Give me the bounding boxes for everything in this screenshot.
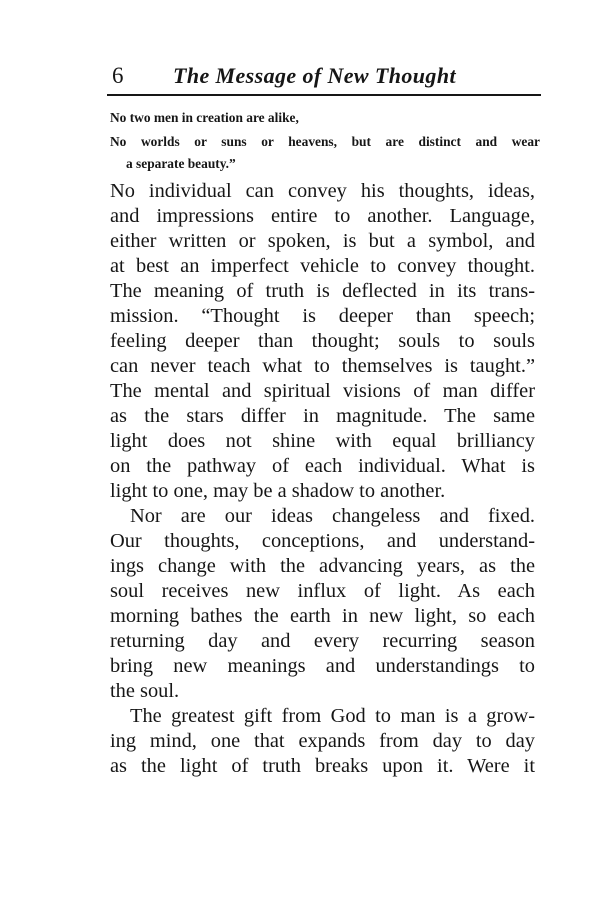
- text-line: as the light of truth breaks upon it. Were it: [110, 755, 535, 777]
- text-line: light does not shine with equal brilliancy: [110, 430, 535, 452]
- text-line: The greatest gift from God to man is a grow-: [130, 705, 535, 727]
- text-line: can never teach what to themselves is taught.”: [110, 355, 535, 377]
- quote-line: No worlds or suns or heavens, but are distinct and wear: [110, 134, 540, 149]
- text-line: bring new meanings and understandings to: [110, 655, 535, 677]
- text-line: light to one, may be a shadow to another.: [110, 480, 446, 502]
- text-line: morning bathes the earth in new light, so each: [110, 605, 535, 627]
- text-line: Our thoughts, conceptions, and understand-: [110, 530, 535, 552]
- quote-line: No two men in creation are alike,: [110, 110, 299, 125]
- text-line: at best an imperfect vehicle to convey thought.: [110, 255, 535, 277]
- quote-line: a separate beauty.”: [126, 156, 236, 171]
- running-title: The Message of New Thought: [173, 63, 456, 88]
- text-line: on the pathway of each individual. What is: [110, 455, 535, 477]
- text-line: either written or spoken, is but a symbol, and: [110, 230, 535, 252]
- text-line: returning day and every recurring season: [110, 630, 535, 652]
- text-line: Nor are our ideas changeless and fixed.: [130, 505, 535, 527]
- text-line: as the stars differ in magnitude. The same: [110, 405, 535, 427]
- text-line: ing mind, one that expands from day to day: [110, 730, 535, 752]
- text-line: The mental and spiritual visions of man differ: [110, 380, 535, 402]
- text-line: and impressions entire to another. Language,: [110, 205, 535, 227]
- page-header: [107, 60, 541, 94]
- text-line: No individual can convey his thoughts, ideas,: [110, 180, 535, 202]
- page-number: 6: [112, 63, 124, 88]
- text-line: soul receives new influx of light. As each: [110, 580, 535, 602]
- text-line: ings change with the advancing years, as the: [110, 555, 535, 577]
- text-line: feeling deeper than thought; souls to souls: [110, 330, 535, 352]
- text-line: The meaning of truth is deflected in its trans-: [110, 280, 535, 302]
- text-line: mission. “Thought is deeper than speech;: [110, 305, 535, 327]
- text-line: the soul.: [110, 680, 180, 702]
- header-rule: [107, 94, 541, 96]
